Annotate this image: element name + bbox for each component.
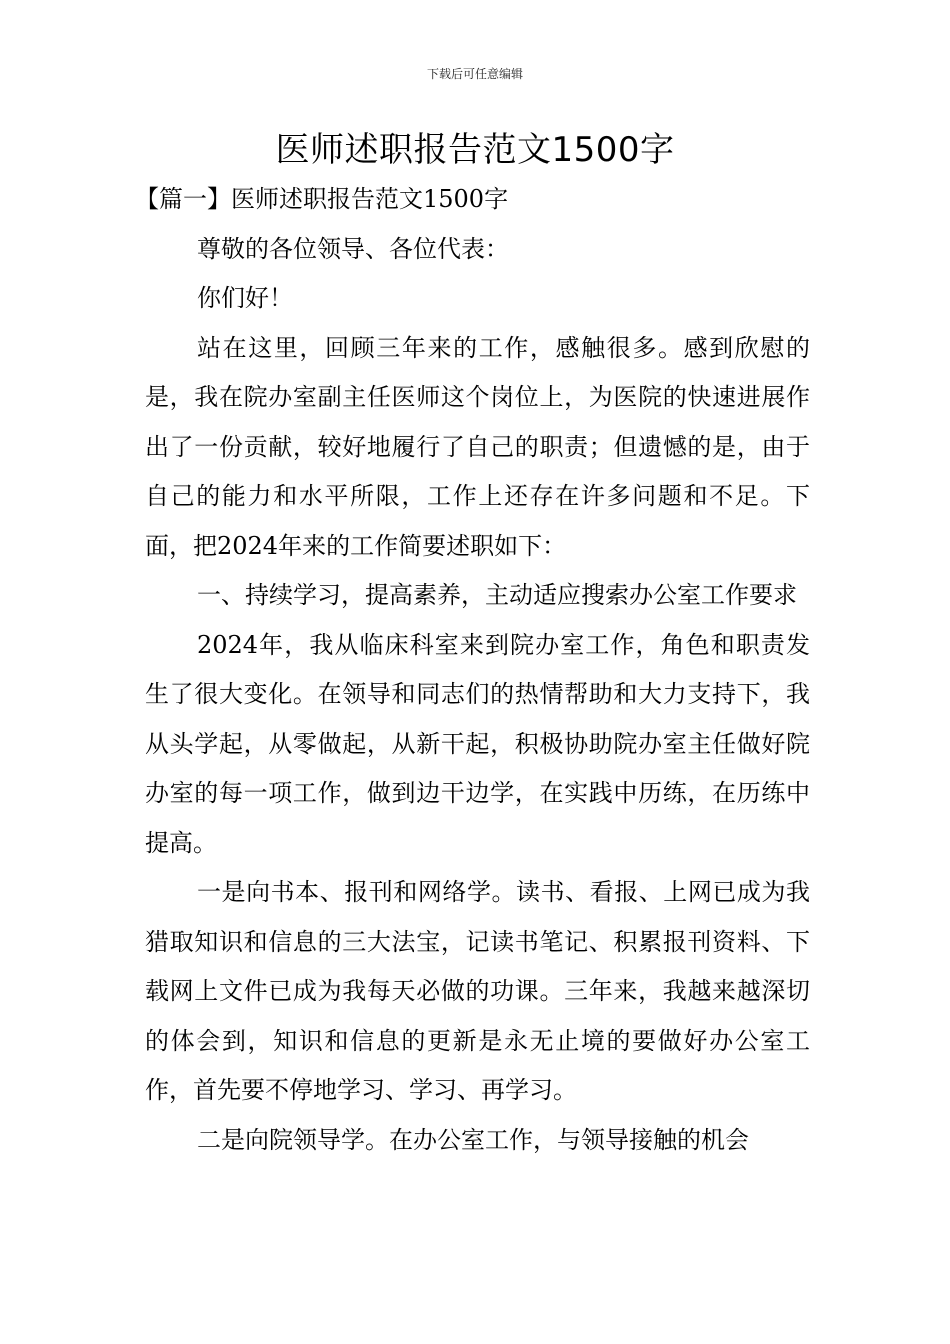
body-paragraph: 2024年，我从临床科室来到院办室工作，角色和职责发生了很大变化。在领导和同志们的热情帮助和大力支持下，我从头学起，从零做起，从新干起，积极协助院办室主任做好院办室的每一项工作，做到边干边学，在实践中历练，在历练中提高。 <box>145 630 810 857</box>
greeting: 你们好！ <box>197 284 293 312</box>
document-body <box>135 175 810 1165</box>
subsection-heading: 一、持续学习，提高素养，主动适应搜索办公室工作要求 <box>197 581 797 609</box>
document-title: 医师述职报告范文1500字 <box>275 130 675 170</box>
header-note: 下载后可任意编辑 <box>426 67 523 81</box>
body-paragraph: 二是向院领导学。在办公室工作，与领导接触的机会 <box>197 1125 749 1154</box>
salutation: 尊敬的各位领导、各位代表： <box>197 234 509 263</box>
body-paragraph: 一是向书本、报刊和网络学。读书、看报、上网已成为我猎取知识和信息的三大法宝，记读书笔记、积累报刊资料、下载网上文件已成为我每天必做的功课。三年来，我越来越深切的体会到，知识和信息的更新是永无止境的要做好办公室工作，首先要不停地学习、学习、再学习。 <box>145 878 810 1104</box>
section-heading: 【篇一】医师述职报告范文1500字 <box>135 185 509 213</box>
body-paragraph: 站在这里，回顾三年来的工作，感触很多。感到欣慰的是，我在院办室副主任医师这个岗位上，为医院的快速进展作出了一份贡献，较好地履行了自己的职责；但遗憾的是，由于自己的能力和水平所限，工作上还存在许多问题和不足。下面，把2024年来的工作简要述职如下： <box>145 333 810 560</box>
